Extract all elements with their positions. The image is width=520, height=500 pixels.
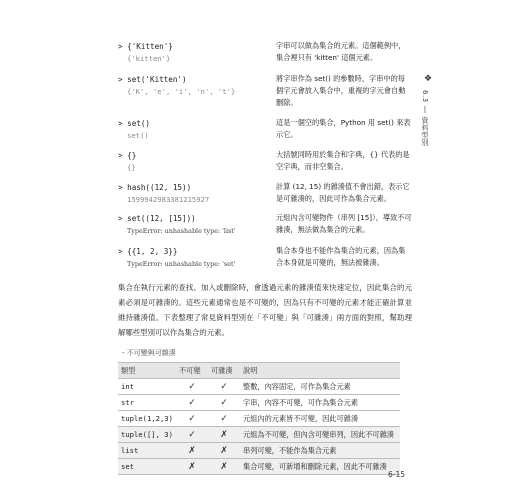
header-type: 類型 (118, 363, 176, 379)
header-immutable: 不可變 (176, 363, 208, 379)
type-cell: tuple([], 3) (118, 427, 176, 443)
code-output: {'K', 'e', 'i', 'n', 't'} (127, 87, 236, 96)
example-1 (118, 40, 173, 65)
code-line: > {{1, 2, 3}} (118, 247, 178, 256)
table-row (118, 459, 400, 475)
example-6 (118, 212, 236, 237)
error-message: TypeError: unhashable type: 'list' (127, 227, 236, 235)
code-output: 1599942983381215927 (127, 195, 210, 204)
table-row (118, 379, 400, 395)
note-cell: 整數，內容固定，可作為集合元素 (240, 379, 400, 395)
header-description: 說明 (240, 363, 400, 379)
table-header-row (118, 363, 400, 379)
code-output: {'kitten'} (127, 54, 171, 63)
cross-icon: ✗ (208, 459, 240, 475)
cross-icon: ✗ (208, 427, 240, 443)
body-paragraph: 集合在執行元素的查找、加入或刪除時，會透過元素的雜湊值來快速定位，因此集合的元素必須是可雜湊的。這些元素通常也是不可變的，因為只有不可變的元素才能正確計算並維持雜湊值。下表整理了常見資料型別在「不可變」與「可雜湊」兩方面的對照，幫助理解哪些型別可以作為集合的元素。 (118, 283, 412, 337)
page-number: 6-15 (388, 470, 406, 479)
example-description: 元組內含可變物件（串列 [15]），導致不可雜湊，無法做為集合的元素。 (276, 213, 412, 234)
code-output: set() (127, 131, 149, 140)
diamond-icon: ❖ (424, 74, 433, 84)
check-icon: ✓ (208, 411, 240, 427)
code-line: > {} (118, 151, 137, 160)
code-line: > hash((12, 15)) (118, 183, 192, 192)
example-description: 計算 (12, 15) 的雜湊值不會出錯，表示它是可雜湊的，因此可作為集合元素。 (276, 182, 410, 203)
note-cell: 元組內的元素皆不可變，因此可雜湊 (240, 411, 400, 427)
example-7 (118, 245, 235, 270)
section-label: 6.3 ❘ 資料型別 (421, 90, 429, 147)
example-description: 集合本身也不能作為集合的元素，因為集合本身就是可變的，無法被雜湊。 (276, 246, 406, 267)
type-cell: str (118, 395, 176, 411)
cross-icon: ✗ (208, 443, 240, 459)
note-cell: 字串，內容不可變，可作為集合元素 (240, 395, 400, 411)
type-cell: set (118, 459, 176, 475)
note-cell: 集合可變，可新增和刪除元素，因此不可雜湊 (240, 459, 400, 475)
table-row (118, 395, 400, 411)
cross-icon: ✗ (176, 459, 208, 475)
check-icon: ✓ (208, 395, 240, 411)
example-description: 字串可以做為集合的元素。這個範例中，集合裡只有 'kitten' 這個元素。 (276, 41, 406, 62)
check-icon: ✓ (208, 379, 240, 395)
type-cell: list (118, 443, 176, 459)
check-icon: ✓ (176, 395, 208, 411)
example-3 (118, 117, 150, 142)
note-cell: 元組為不可變，但內含可變串列，因此不可雜湊 (240, 427, 400, 443)
example-description: 這是一個空的集合，Python 用 set() 來表示它。 (276, 118, 411, 139)
table-row (118, 411, 400, 427)
code-line: > set('Kitten') (118, 75, 187, 84)
type-cell: int (118, 379, 176, 395)
cross-icon: ✗ (176, 443, 208, 459)
code-line: > set() (118, 119, 151, 128)
section-sidebar (420, 74, 436, 166)
table-row (118, 427, 400, 443)
type-cell: tuple(1,2,3) (118, 411, 176, 427)
check-icon: ✓ (176, 379, 208, 395)
example-4 (118, 149, 136, 174)
example-2 (118, 73, 235, 98)
note-cell: 串列可變，不能作為集合元素 (240, 443, 400, 459)
code-output: {} (127, 163, 136, 172)
example-5 (118, 181, 209, 206)
code-line: > set((12, [15])) (118, 214, 196, 223)
example-description: 大括號同時用於集合和字典，{} 代表的是空字典，而非空集合。 (276, 150, 410, 171)
check-icon: ✓ (176, 411, 208, 427)
table-caption: - 不可變與可雜湊 (122, 349, 176, 357)
table-row (118, 443, 400, 459)
code-line: > {'Kitten'} (118, 42, 173, 51)
comparison-table (118, 362, 400, 475)
error-message: TypeError: unhashable type: 'set' (127, 260, 236, 268)
check-icon: ✓ (176, 427, 208, 443)
example-description: 將字串作為 set() 的參數時，字串中的每個字元會放入集合中，重複的字元會自動刪除。 (276, 74, 406, 107)
header-hashable: 可雜湊 (208, 363, 240, 379)
